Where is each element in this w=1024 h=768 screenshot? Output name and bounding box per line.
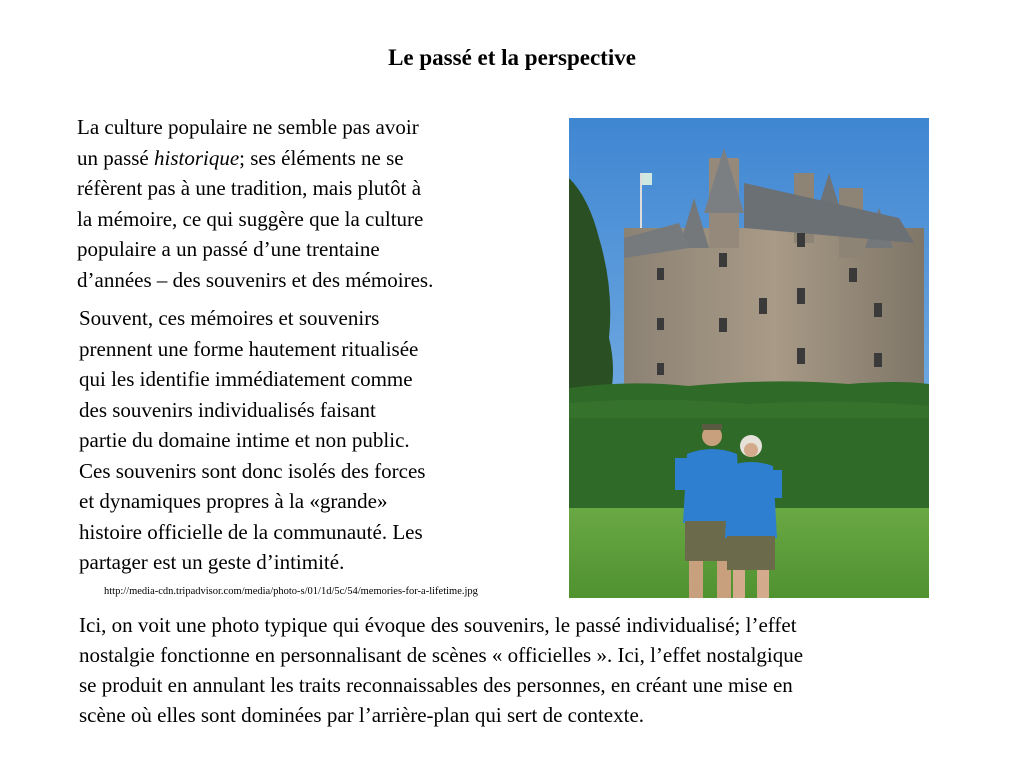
text-line: La culture populaire ne semble pas avoir [77,115,419,139]
image-source-caption: http://media-cdn.tripadvisor.com/media/photo-s/01/1d/5c/54/memories-for-a-lifetime.jpg [104,586,478,597]
intro-paragraph [77,112,527,295]
text-fragment: ; ses éléments ne se [239,145,404,170]
text-line: se produit en annulant les traits reconnaissables des personnes, en créant une mise en [79,673,793,697]
text-line: d’années – des souvenirs et des mémoires. [77,267,434,292]
text-line: partager est un geste d’intimité. [79,550,345,574]
text-line [77,143,527,174]
text-line: prennent une forme hautement ritualisée [79,336,419,361]
text-line: et dynamiques propres à la «grande» [79,489,388,513]
analysis-paragraph [79,610,979,730]
text-line: des souvenirs individualisés faisant [79,397,376,422]
text-line: histoire officielle de la communauté. Les [79,519,423,544]
slide-title: Le passé et la perspective [388,45,636,70]
ritual-paragraph [79,303,519,578]
text-line: partie du domaine intime et non public. [79,428,410,452]
text-line: populaire a un passé d’une trentaine [77,237,380,261]
text-line: Ici, on voit une photo typique qui évoque des souvenirs, le passé individualisé; l’effet [79,613,797,637]
text-fragment: un passé [77,145,154,170]
text-line: qui les identifie immédiatement comme [79,367,413,391]
text-line: nostalgie fonctionne en personnalisant de scènes « officielles ». Ici, l’effet nostalgique [79,643,804,667]
text-line: Ces souvenirs sont donc isolés des forces [79,458,426,483]
emphasis-historique: historique [154,145,240,170]
castle-couple-photo [569,118,929,598]
text-line: la mémoire, ce qui suggère que la culture [77,206,424,231]
text-line: scène où elles sont dominées par l’arrière-plan qui sert de contexte. [79,703,645,727]
text-line: Souvent, ces mémoires et souvenirs [79,306,380,330]
text-line: réfèrent pas à une tradition, mais plutôt à [77,176,422,200]
